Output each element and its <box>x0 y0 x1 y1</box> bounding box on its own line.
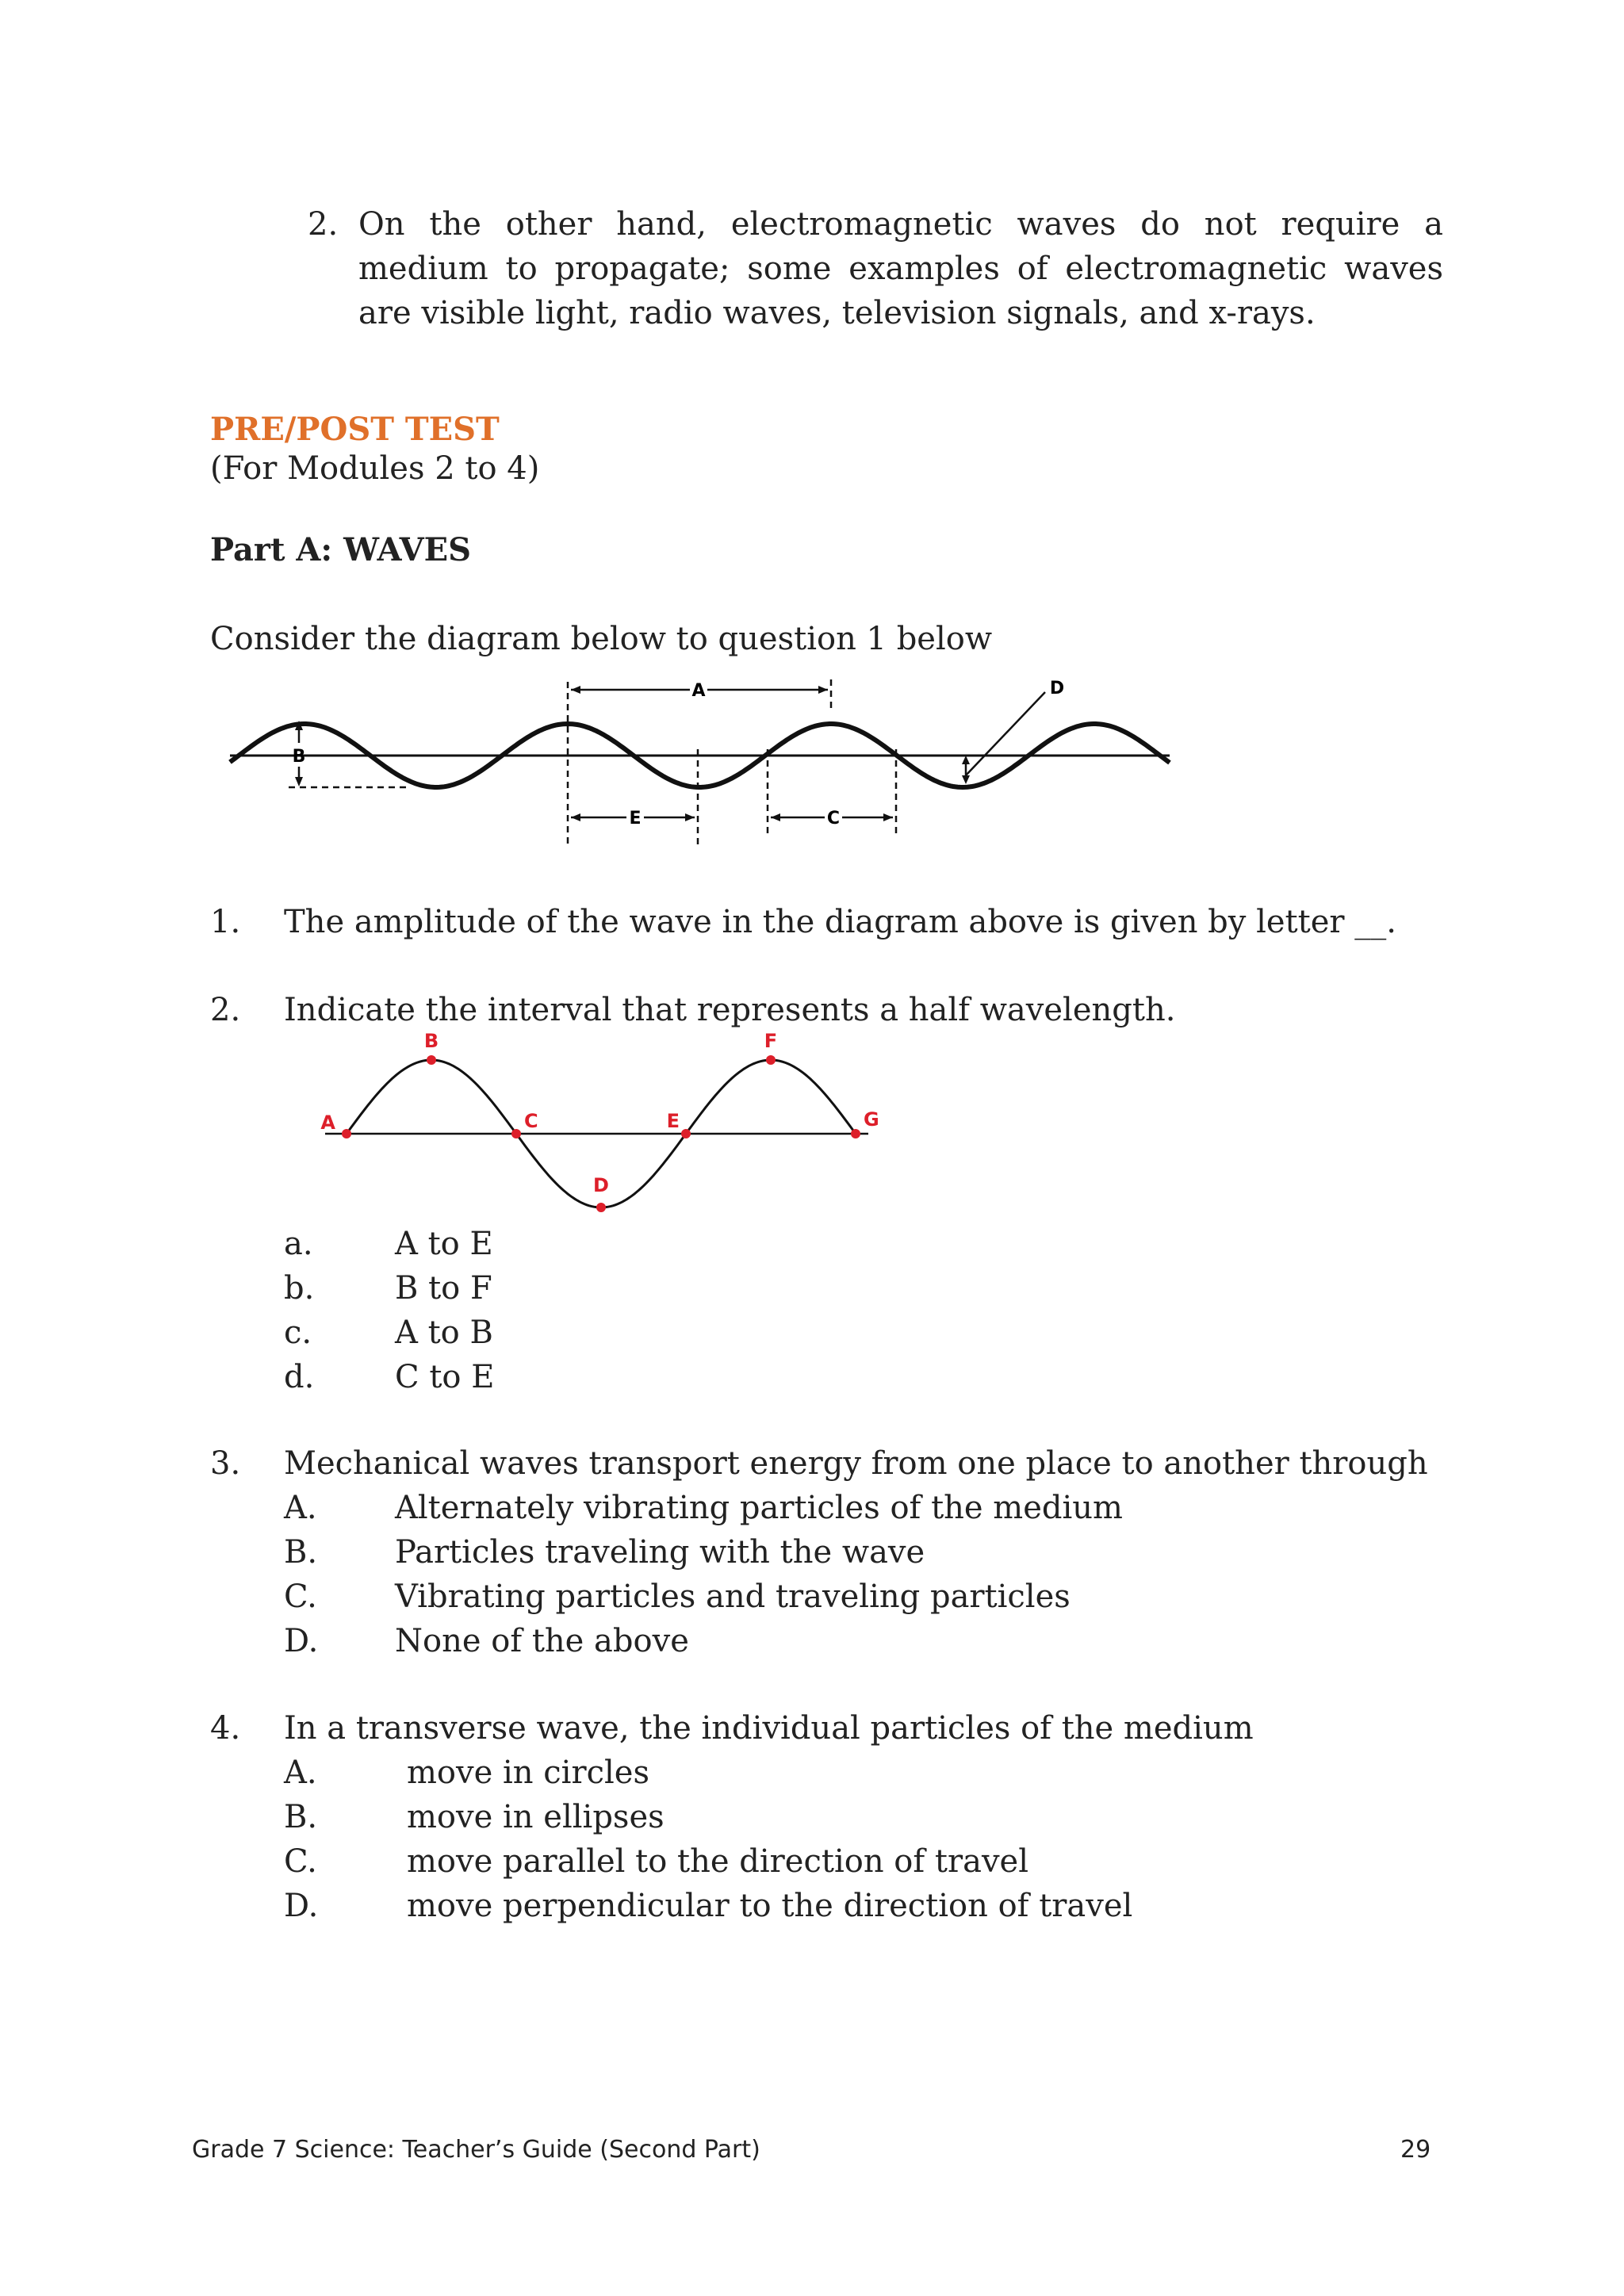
wave1-arrowhead-e-right <box>685 813 695 821</box>
wave2-label-e: E <box>666 1110 680 1132</box>
wave1-pointer-d <box>966 692 1045 775</box>
question-3-number: 3. <box>210 1445 241 1482</box>
wave1-arrowhead-e-left <box>571 813 580 821</box>
question-1-number: 1. <box>210 904 241 940</box>
option-text: C to E <box>395 1359 495 1395</box>
wave1-label-c: C <box>826 809 841 828</box>
wave2-label-f: F <box>764 1031 778 1052</box>
wave1-arrowhead-a-right <box>818 686 828 694</box>
option-letter: a. <box>284 1226 313 1262</box>
wave1-label-a: A <box>691 681 706 701</box>
option-text: Particles traveling with the wave <box>395 1534 925 1571</box>
option-letter: C. <box>284 1843 317 1880</box>
option-text: move in ellipses <box>407 1799 665 1835</box>
question-4-text: In a transverse wave, the individual particles of the medium <box>284 1710 1254 1747</box>
intro-paragraph <box>308 202 1443 335</box>
intro-text: On the other hand, electromagnetic waves do not require a medium to propagate; some examples of electromagnetic waves are visible light, radio waves, television signals, and x-rays. <box>358 206 1443 331</box>
wave2-point-b <box>427 1055 436 1065</box>
question-2-text: Indicate the interval that represents a half wavelength. <box>284 992 1176 1028</box>
wave1-arrowhead-a-left <box>571 686 580 694</box>
option-text: B to F <box>395 1270 492 1307</box>
intro-number: 2. <box>308 206 339 243</box>
footer-title: Grade 7 Science: Teacher’s Guide (Second Part) <box>192 2136 760 2164</box>
wave1-arrowhead-d-up <box>962 756 970 764</box>
wave-diagram-1 <box>222 670 1189 848</box>
option-letter: c. <box>284 1314 312 1351</box>
question-2-number: 2. <box>210 992 241 1028</box>
part-heading: Part A: WAVES <box>210 531 472 568</box>
wave2-point-e <box>681 1129 691 1138</box>
wave1-arrowhead-c-right <box>883 813 893 821</box>
question-3-text: Mechanical waves transport energy from one place to another through <box>284 1445 1428 1482</box>
wave1-arrowhead-c-left <box>771 813 780 821</box>
option-letter: d. <box>284 1359 315 1395</box>
page-number: 29 <box>1400 2136 1431 2164</box>
question-4-number: 4. <box>210 1710 241 1747</box>
wave2-points <box>320 1031 879 1212</box>
option-letter: A. <box>284 1755 317 1791</box>
option-letter: D. <box>284 1888 319 1924</box>
wave2-label-c: C <box>524 1110 538 1132</box>
option-text: move perpendicular to the direction of travel <box>407 1888 1133 1924</box>
option-text: A to B <box>395 1314 493 1351</box>
question-1-text: The amplitude of the wave in the diagram above is given by letter __. <box>284 904 1396 940</box>
option-letter: A. <box>284 1490 317 1526</box>
option-text: Vibrating particles and traveling particles <box>395 1578 1071 1615</box>
test-title: PRE/POST TEST <box>210 411 500 448</box>
wave2-point-d <box>596 1203 606 1212</box>
option-text: Alternately vibrating particles of the medium <box>395 1490 1123 1526</box>
wave2-label-a: A <box>320 1112 335 1134</box>
option-letter: b. <box>284 1270 315 1307</box>
wave2-point-g <box>851 1129 860 1138</box>
option-letter: D. <box>284 1623 319 1659</box>
option-text: A to E <box>395 1226 493 1262</box>
option-letter: B. <box>284 1799 318 1835</box>
wave1-arrowhead-d-down <box>962 775 970 784</box>
wave1-arrowhead-b-down <box>295 777 303 786</box>
wave1-label-b: B <box>292 747 306 767</box>
wave2-label-b: B <box>423 1031 439 1052</box>
wave-diagram-2 <box>313 1031 884 1221</box>
wave1-label-d: D <box>1049 679 1065 698</box>
wave1-label-e: E <box>629 809 642 828</box>
option-letter: C. <box>284 1578 317 1615</box>
wave2-label-g: G <box>864 1108 879 1131</box>
option-text: move in circles <box>407 1755 649 1791</box>
option-letter: B. <box>284 1534 318 1571</box>
test-subtitle: (For Modules 2 to 4) <box>210 450 540 487</box>
option-text: None of the above <box>395 1623 689 1659</box>
wave2-point-a <box>342 1129 351 1138</box>
wave2-point-c <box>511 1129 521 1138</box>
option-text: move parallel to the direction of travel <box>407 1843 1029 1880</box>
consider-instruction: Consider the diagram below to question 1 below <box>210 621 993 657</box>
wave2-point-f <box>766 1055 776 1065</box>
wave2-label-d: D <box>593 1174 609 1196</box>
